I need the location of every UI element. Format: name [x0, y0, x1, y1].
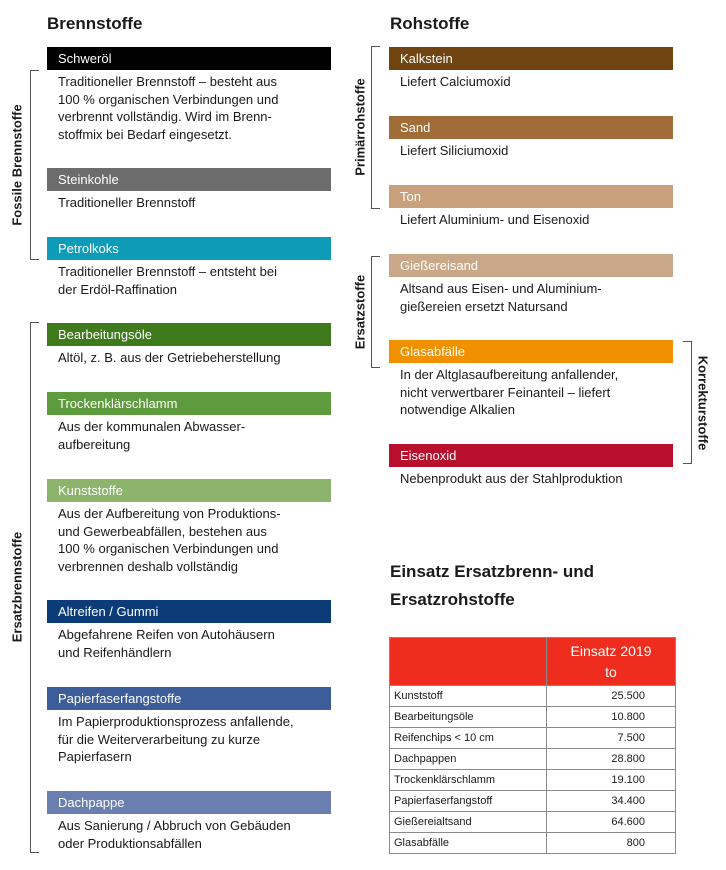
- item-header-bar: Papierfaserfangstoffe: [47, 687, 331, 710]
- brennstoff-trockenklaerschlamm: [47, 392, 331, 453]
- item-description: Liefert Siliciumoxid: [400, 143, 509, 158]
- brennstoff-papierfaserfangstoffe: [47, 687, 331, 766]
- primaerrohstoffe-label: Primärrohstoffe: [352, 78, 368, 176]
- item-header-bar: Eisenoxid: [389, 444, 673, 467]
- item-description: Im Papierproduktionsprozess anfallende, für die Weiterverarbeitung zu kurze Papierfasern: [58, 714, 294, 764]
- table-row: [390, 812, 676, 833]
- brennstoff-steinkohle: [47, 168, 331, 212]
- rohstoff-sand: [389, 116, 673, 160]
- item-header-bar: Bearbeitungsöle: [47, 323, 331, 346]
- table-cell-value: 28.800: [547, 749, 676, 770]
- item-header-bar: Trockenklärschlamm: [47, 392, 331, 415]
- table-cell-value: 34.400: [547, 791, 676, 812]
- table-header-row: [390, 638, 676, 686]
- brennstoff-dachpappe: [47, 791, 331, 852]
- rohstoff-kalkstein: [389, 47, 673, 91]
- brennstoffe-heading: Brennstoffe: [47, 14, 143, 33]
- table-cell-name: Gießereialtsand: [390, 812, 547, 833]
- item-description: Aus der kommunalen Abwasser- aufbereitung: [58, 419, 246, 452]
- table-row: [390, 833, 676, 854]
- table-cell-name: Kunststoff: [390, 686, 547, 707]
- item-description: Aus Sanierung / Abbruch von Gebäuden oder Produktionsabfällen: [58, 818, 291, 851]
- brennstoff-petrolkoks: [47, 237, 331, 298]
- table-cell-value: 25.500: [547, 686, 676, 707]
- item-header-bar: Ton: [389, 185, 673, 208]
- item-description: Traditioneller Brennstoff – besteht aus 100 % organischen Verbindungen und verbrennt vollständig. Wird im Brenn- stoffmix bei Bedarf eingesetzt.: [58, 74, 279, 142]
- ersatzbrennstoffe-label: Ersatzbrennstoffe: [9, 531, 25, 643]
- table-cell-value: 7.500: [547, 728, 676, 749]
- table-cell-name: Papierfaserfangstoff: [390, 791, 547, 812]
- table-cell-value: 64.600: [547, 812, 676, 833]
- table-cell-name: Trockenklärschlamm: [390, 770, 547, 791]
- table-header-einsatz-2019: Einsatz 2019 to: [547, 638, 676, 686]
- item-header-bar: Glasabfälle: [389, 340, 673, 363]
- item-header-bar: Kunststoffe: [47, 479, 331, 502]
- table-row: [390, 728, 676, 749]
- table-row: [390, 707, 676, 728]
- brennstoff-schweroel: [47, 47, 331, 143]
- table-row: [390, 749, 676, 770]
- item-header-bar: Steinkohle: [47, 168, 331, 191]
- table-cell-value: 10.800: [547, 707, 676, 728]
- item-header-bar: Schweröl: [47, 47, 331, 70]
- table-cell-name: Dachpappen: [390, 749, 547, 770]
- item-description: Nebenprodukt aus der Stahlproduktion: [400, 471, 623, 486]
- ersatzstoffe-label: Ersatzstoffe: [352, 274, 368, 350]
- rohstoffe-heading: Rohstoffe: [390, 14, 470, 33]
- fossil-label: Fossile Brennstoffe: [9, 104, 25, 226]
- korrekturstoffe-label: Korrekturstoffe: [695, 355, 711, 451]
- brennstoff-altreifen: [47, 600, 331, 661]
- table-row: [390, 791, 676, 812]
- item-description: In der Altglasaufbereitung anfallender, nicht verwertbarer Feinanteil – liefert notwendige Alkalien: [400, 367, 619, 417]
- item-header-bar: Petrolkoks: [47, 237, 331, 260]
- table-cell-name: Glasabfälle: [390, 833, 547, 854]
- table-corner-cell: [390, 638, 547, 686]
- fossil-bracket: [30, 70, 39, 260]
- item-header-bar: Dachpappe: [47, 791, 331, 814]
- primaerrohstoffe-bracket: [371, 46, 380, 209]
- item-description: Aus der Aufbereitung von Produktions- und Gewerbeabfällen, bestehen aus 100 % organischen Verbindungen und verbrennen deshalb vollständig: [58, 506, 281, 574]
- item-description: Liefert Calciumoxid: [400, 74, 511, 89]
- brennstoff-bearbeitungsoele: [47, 323, 331, 367]
- item-description: Traditioneller Brennstoff – entsteht bei der Erdöl-Raffination: [58, 264, 277, 297]
- einsatz-table: [389, 637, 676, 854]
- item-header-bar: Kalkstein: [389, 47, 673, 70]
- korrekturstoffe-bracket: [683, 341, 692, 464]
- brennstoff-kunststoffe: [47, 479, 331, 575]
- rohstoff-glasabfaelle: [389, 340, 673, 419]
- item-description: Liefert Aluminium- und Eisenoxid: [400, 212, 590, 227]
- item-description: Traditioneller Brennstoff: [58, 195, 196, 210]
- rohstoff-eisenoxid: [389, 444, 673, 488]
- ersatzstoffe-bracket: [371, 256, 380, 368]
- einsatz-title: Einsatz Ersatzbrenn- und Ersatzrohstoffe: [390, 562, 595, 609]
- item-description: Altsand aus Eisen- und Aluminium- gießereien ersetzt Natursand: [400, 281, 602, 314]
- table-row: [390, 686, 676, 707]
- item-description: Altöl, z. B. aus der Getriebeherstellung: [58, 350, 281, 365]
- item-description: Abgefahrene Reifen von Autohäusern und Reifenhändlern: [58, 627, 275, 660]
- item-header-bar: Gießereisand: [389, 254, 673, 277]
- table-cell-value: 19.100: [547, 770, 676, 791]
- item-header-bar: Altreifen / Gummi: [47, 600, 331, 623]
- table-cell-value: 800: [547, 833, 676, 854]
- rohstoff-giessereisand: [389, 254, 673, 315]
- table-row: [390, 770, 676, 791]
- rohstoff-ton: [389, 185, 673, 229]
- table-cell-name: Bearbeitungsöle: [390, 707, 547, 728]
- item-header-bar: Sand: [389, 116, 673, 139]
- ersatzbrennstoffe-bracket: [30, 322, 39, 853]
- table-cell-name: Reifenchips < 10 cm: [390, 728, 547, 749]
